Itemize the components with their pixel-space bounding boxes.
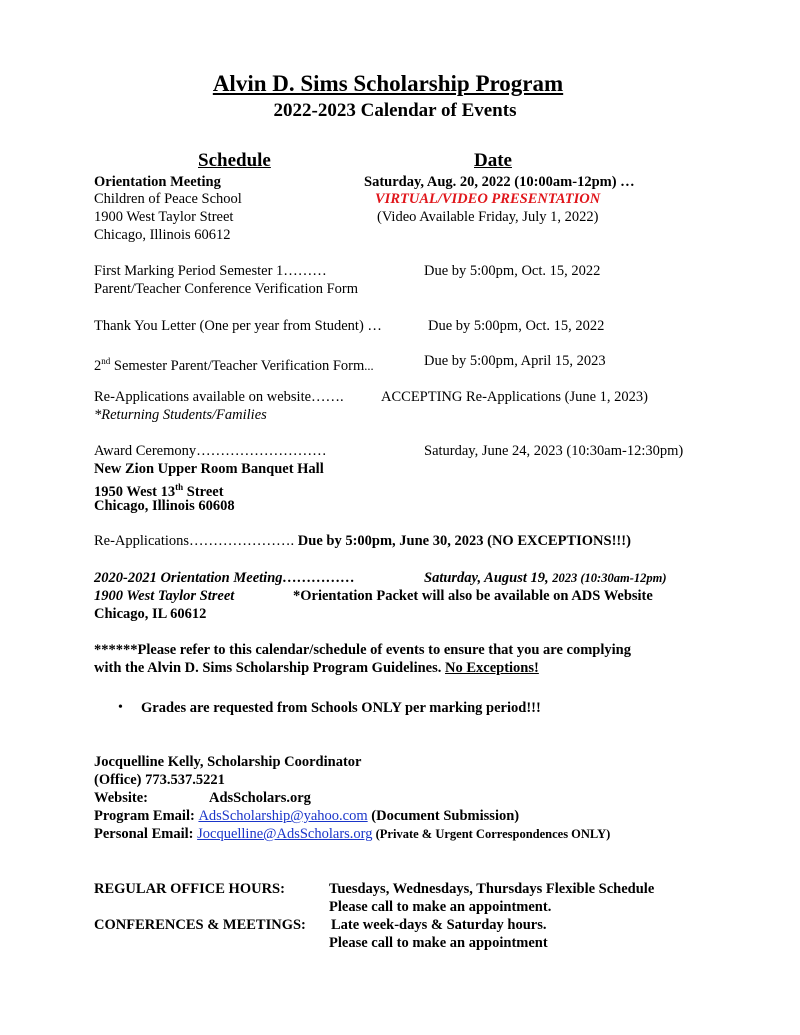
orientation-2020-date-main: Saturday, August 19, bbox=[424, 570, 553, 586]
date-heading: Date bbox=[474, 150, 512, 171]
reapp-website-accepting: ACCEPTING Re-Applications (June 1, 2023) bbox=[381, 389, 649, 405]
contact-personal-label: Personal Email: bbox=[94, 826, 198, 842]
award-date: Saturday, June 24, 2023 (10:30am-12:30pm) bbox=[424, 443, 684, 459]
conferences-label: CONFERENCES & MEETINGS: bbox=[94, 917, 306, 933]
notice-no-exceptions: No Exceptions! bbox=[445, 660, 539, 676]
thank-you-due: Due by 5:00pm, Oct. 15, 2022 bbox=[428, 318, 605, 334]
orientation-label: Orientation Meeting bbox=[94, 174, 221, 190]
second-semester-text: Semester Parent/Teacher Verification Form bbox=[110, 357, 365, 374]
orientation-city: Chicago, Illinois 60612 bbox=[94, 227, 231, 243]
reapp-website-note: *Returning Students/Families bbox=[94, 407, 267, 423]
contact-website-label: Website: bbox=[94, 790, 148, 806]
second-semester-num: 2 bbox=[94, 357, 102, 374]
first-marking-due: Due by 5:00pm, Oct. 15, 2022 bbox=[424, 263, 601, 279]
regular-hours-label: REGULAR OFFICE HOURS: bbox=[94, 881, 285, 897]
reapp-due-date: Due by 5:00pm, June 30, 2023 (NO EXCEPTIONS!!!) bbox=[294, 533, 631, 549]
award-street-sup: th bbox=[175, 482, 184, 492]
contact-personal-email-line bbox=[94, 825, 610, 843]
contact-personal-note: (Private & Urgent Correspondences ONLY) bbox=[372, 827, 611, 841]
contact-program-label: Program Email: bbox=[94, 808, 199, 824]
orientation-2020-packet: *Orientation Packet will also be available on ADS Website bbox=[293, 588, 653, 604]
notice-line2-text: with the Alvin D. Sims Scholarship Program Guidelines. bbox=[94, 660, 445, 676]
regular-hours-value: Tuesdays, Wednesdays, Thursdays Flexible Schedule bbox=[329, 881, 655, 897]
orientation-2020-date bbox=[424, 569, 667, 587]
orientation-video: (Video Available Friday, July 1, 2022) bbox=[377, 209, 599, 225]
contact-program-note: (Document Submission) bbox=[367, 808, 520, 824]
contact-office: (Office) 773.537.5221 bbox=[94, 772, 225, 788]
subtitle-year: 2022-2023 bbox=[273, 100, 356, 121]
contact-program-email-line bbox=[94, 807, 519, 825]
orientation-2020-date-small: 2023 (10:30am-12pm) bbox=[552, 571, 667, 585]
orientation-2020-street: 1900 West Taylor Street bbox=[94, 588, 235, 604]
orientation-date: Saturday, Aug. 20, 2022 (10:00am-12pm) … bbox=[364, 174, 635, 190]
regular-hours-note: Please call to make an appointment. bbox=[329, 899, 552, 915]
page-subtitle bbox=[0, 99, 790, 123]
notice-line2 bbox=[94, 659, 539, 677]
subtitle-rest: Calendar of Events bbox=[355, 100, 517, 121]
first-marking-line2: Parent/Teacher Conference Verification Form bbox=[94, 281, 359, 297]
orientation-street: 1900 West Taylor Street bbox=[94, 209, 234, 225]
award-street-pre: 1950 West 13 bbox=[94, 483, 176, 500]
second-semester-dots: ... bbox=[364, 358, 374, 373]
orientation-2020-label: 2020-2021 Orientation Meeting…………… bbox=[94, 570, 356, 586]
award-city: Chicago, Illinois 60608 bbox=[94, 498, 235, 514]
orientation-2020-city: Chicago, IL 60612 bbox=[94, 606, 207, 622]
bullet-text: Grades are requested from Schools ONLY per marking period!!! bbox=[141, 700, 541, 716]
conferences-value: Late week-days & Saturday hours. bbox=[331, 917, 547, 933]
notice-line1: ******Please refer to this calendar/schedule of events to ensure that you are complying bbox=[94, 642, 631, 658]
schedule-heading: Schedule bbox=[198, 150, 271, 171]
reapp-due-label: Re-Applications…………………. bbox=[94, 533, 295, 549]
conferences-note: Please call to make an appointment bbox=[329, 935, 548, 951]
second-semester-label bbox=[94, 352, 374, 375]
first-marking-line1: First Marking Period Semester 1……… bbox=[94, 263, 327, 279]
thank-you-label: Thank You Letter (One per year from Student) … bbox=[94, 318, 382, 334]
contact-name: Jocquelline Kelly, Scholarship Coordinator bbox=[94, 754, 362, 770]
second-semester-sup: nd bbox=[101, 356, 111, 366]
award-street-post: Street bbox=[183, 483, 224, 500]
second-semester-due: Due by 5:00pm, April 15, 2023 bbox=[424, 353, 606, 369]
page-title: Alvin D. Sims Scholarship Program bbox=[212, 71, 564, 96]
personal-email-link[interactable]: Jocquelline@AdsScholars.org bbox=[197, 826, 373, 842]
bullet-icon: • bbox=[118, 700, 123, 715]
award-venue: New Zion Upper Room Banquet Hall bbox=[94, 461, 324, 477]
orientation-school: Children of Peace School bbox=[94, 191, 242, 207]
orientation-presentation: VIRTUAL/VIDEO PRESENTATION bbox=[375, 191, 601, 207]
reapp-website-label: Re-Applications available on website……. bbox=[94, 389, 344, 405]
award-label: Award Ceremony……………………… bbox=[94, 443, 327, 459]
reapp-due-line bbox=[94, 532, 631, 550]
contact-website: AdsScholars.org bbox=[209, 790, 311, 806]
program-email-link[interactable]: AdsScholarship@yahoo.com bbox=[198, 808, 368, 824]
